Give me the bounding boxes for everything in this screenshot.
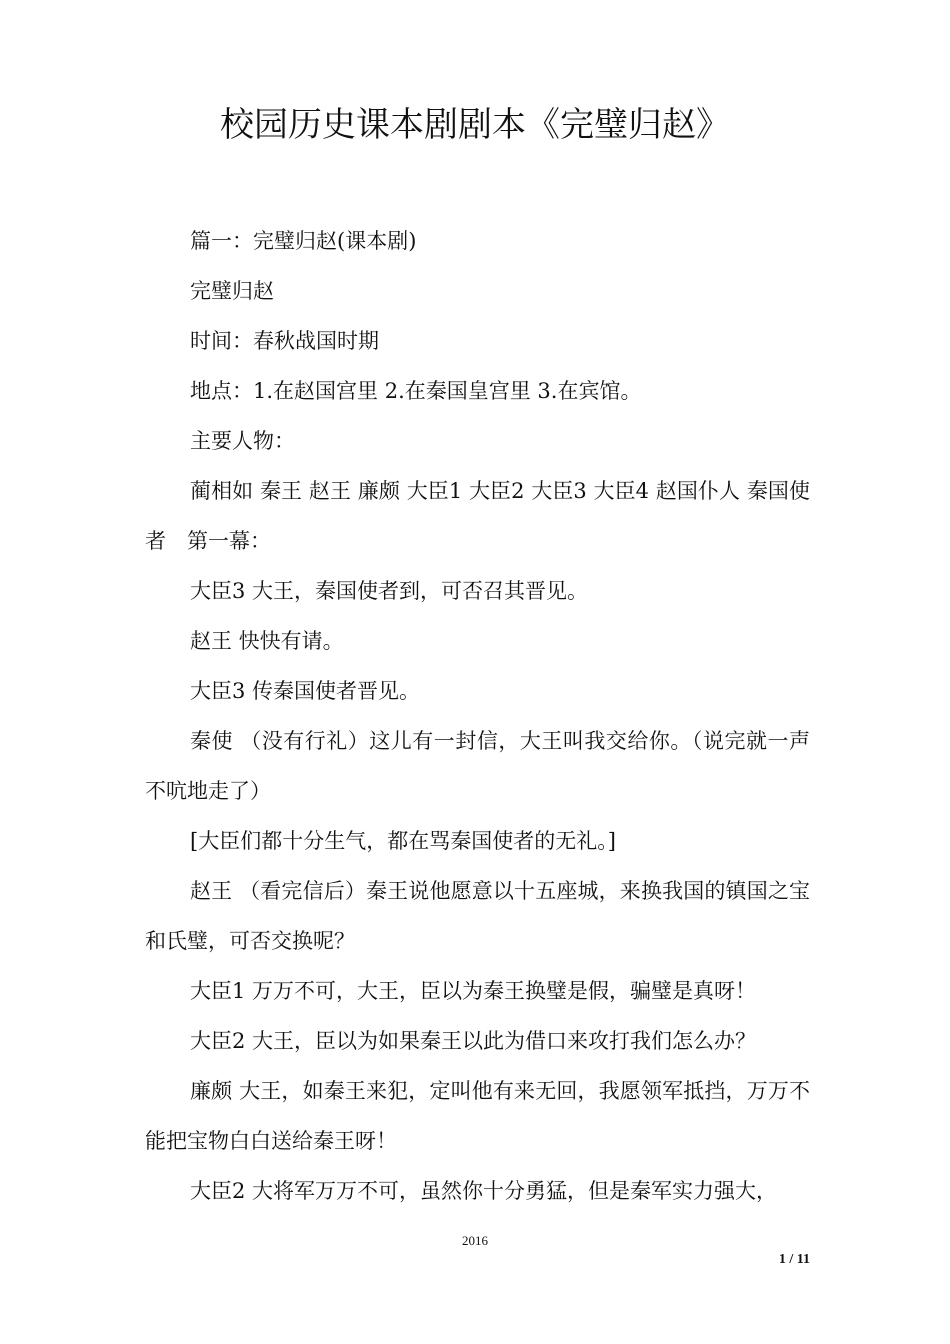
footer-year: 2016 (462, 1233, 488, 1248)
paragraph: [大臣们都十分生气，都在骂秦国使者的无礼。] (190, 829, 616, 853)
paragraph: 廉颇 大王，如秦王来犯，定叫他有来无回，我愿领军抵挡，万万不能把宝物白白送给秦王呀！ (145, 1079, 810, 1153)
paragraph: 赵王 快快有请。 (190, 629, 344, 653)
paragraph: 赵王 （看完信后）秦王说他愿意以十五座城，来换我国的镇国之宝和氏璧，可否交换呢？ (145, 879, 810, 953)
paragraph: 大臣2 大将军万万不可，虽然你十分勇猛，但是秦军实力强大， (190, 1179, 778, 1203)
paragraph: 地点：1.在赵国宫里 2.在秦国皇宫里 3.在宾馆。 (190, 379, 642, 403)
paragraph: 大臣1 万万不可，大王，臣以为秦王换璧是假，骗璧是真呀！ (190, 979, 757, 1003)
paragraph: 大臣2 大王，臣以为如果秦王以此为借口来攻打我们怎么办？ (190, 1029, 757, 1053)
paragraph: 时间：春秋战国时期 (190, 329, 379, 353)
paragraph: 大臣3 传秦国使者晋见。 (190, 679, 421, 703)
paragraph: 蔺相如 秦王 赵王 廉颇 大臣1 大臣2 大臣3 大臣4 赵国仆人 秦国使者 第一幕： (145, 479, 810, 553)
document-title: 校园历史课本剧剧本《完璧归赵》 (220, 105, 730, 145)
paragraph: 完璧归赵 (190, 279, 274, 303)
paragraph: 大臣3 大王，秦国使者到，可否召其晋见。 (190, 579, 589, 603)
paragraph: 篇一：完璧归赵(课本剧) (190, 229, 417, 253)
document-body (145, 216, 810, 1216)
page-number: 1 / 11 (778, 1252, 810, 1267)
paragraph: 秦使 （没有行礼）这儿有一封信，大王叫我交给你。（说完就一声不吭地走了） (145, 729, 810, 803)
paragraph: 主要人物： (190, 429, 295, 453)
